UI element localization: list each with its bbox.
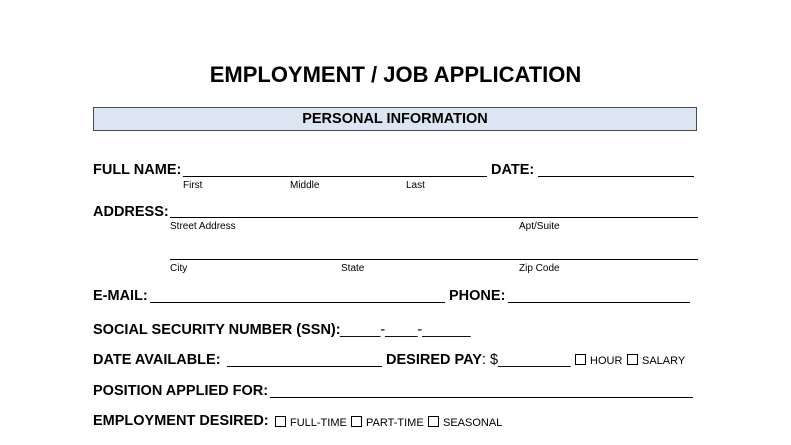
email-field[interactable] [150, 302, 445, 303]
hour-option-label: HOUR [590, 355, 623, 367]
hour-checkbox[interactable] [575, 354, 586, 365]
city-caption: City [170, 263, 188, 274]
desired-pay-label: DESIRED PAY [386, 352, 482, 368]
position-applied-label: POSITION APPLIED FOR: [93, 383, 269, 399]
employment-desired-label: EMPLOYMENT DESIRED: [93, 413, 269, 429]
ssn-label: SOCIAL SECURITY NUMBER (SSN): [93, 322, 341, 338]
full-time-checkbox[interactable] [275, 416, 286, 427]
salary-option[interactable] [627, 354, 685, 367]
first-name-caption: First [183, 180, 203, 191]
part-time-option-label: PART-TIME [366, 417, 424, 429]
state-caption: State [341, 263, 365, 274]
phone-label: PHONE: [449, 288, 506, 304]
section-header-personal-information: PERSONAL INFORMATION [93, 107, 697, 131]
phone-field[interactable] [508, 302, 690, 303]
date-field[interactable] [538, 176, 694, 177]
page-title: EMPLOYMENT / JOB APPLICATION [209, 62, 582, 87]
full-name-field[interactable] [183, 176, 487, 177]
seasonal-checkbox[interactable] [428, 416, 439, 427]
ssn-field[interactable]: _____-____-______ [340, 322, 471, 338]
date-available-field[interactable] [227, 366, 382, 367]
full-time-option-label: FULL-TIME [290, 417, 347, 429]
address-label: ADDRESS: [93, 204, 169, 220]
date-available-label: DATE AVAILABLE: [93, 352, 221, 368]
full-time-option[interactable] [275, 416, 347, 429]
apt-suite-caption: Apt/Suite [519, 221, 560, 232]
middle-name-caption: Middle [290, 180, 320, 191]
city-state-zip-field[interactable] [170, 259, 698, 260]
salary-checkbox[interactable] [627, 354, 638, 365]
zip-code-caption: Zip Code [519, 263, 560, 274]
salary-option-label: SALARY [642, 355, 686, 367]
desired-pay-group [386, 352, 571, 368]
position-applied-field[interactable] [270, 397, 693, 398]
last-name-caption: Last [406, 180, 425, 191]
seasonal-option-label: SEASONAL [443, 417, 503, 429]
seasonal-option[interactable] [428, 416, 502, 429]
street-address-field[interactable] [170, 217, 698, 218]
full-name-label: FULL NAME: [93, 162, 182, 178]
street-address-caption: Street Address [170, 221, 236, 232]
date-label: DATE: [491, 162, 535, 178]
part-time-checkbox[interactable] [351, 416, 362, 427]
hour-option[interactable] [575, 354, 622, 367]
email-label: E-MAIL: [93, 288, 148, 304]
part-time-option[interactable] [351, 416, 424, 429]
desired-pay-field[interactable]: : $_________ [481, 352, 571, 368]
